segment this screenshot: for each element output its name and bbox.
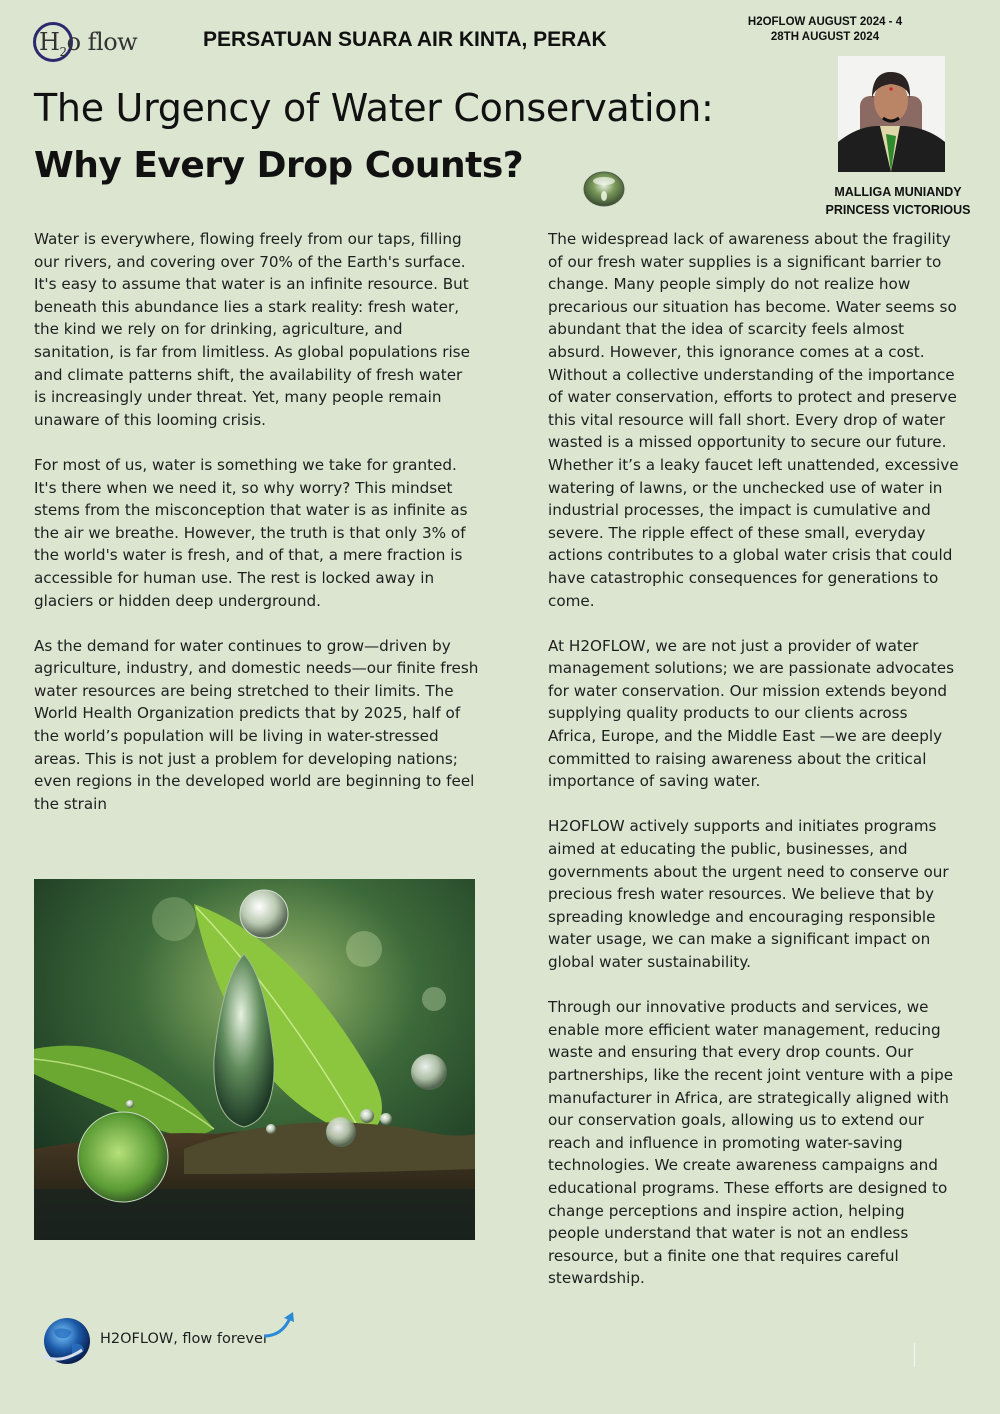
paragraph: For most of us, water is something we take for granted. It's there when we need it, so why worry? This mindset stems from the misconception that water is as infinite as the air we breathe. However, the truth is that only 3% of the world's water is fresh, and of that, a mere fraction is accessible for human use. The rest is locked away in glaciers or hidden deep underground. — [34, 455, 468, 610]
article-right-column — [548, 228, 960, 1313]
issue-info — [730, 15, 920, 45]
article-left-column — [34, 228, 479, 838]
paragraph: Through our innovative products and services, we enable more efficient water management, reducing waste and ensuring that every drop counts. Our partnerships, like the recent joint venture with a pipe manufacturer in Africa, are strategically aligned with our conservation goals, allowing us to extend our reach and influence in promoting water-saving technologies. We create awareness campaigns and educational programs. These efforts are designed to change perceptions and inspire action, helping people understand that water is not an endless resource, but a finite one that requires careful stewardship. — [548, 998, 954, 1288]
article-subtitle: Why Every Drop Counts? — [34, 145, 524, 186]
h2o-flow-logo — [33, 22, 148, 68]
paragraph: At H2OFLOW, we are not just a provider of water management solutions; we are passionate advocates for water conservation. Our mission extends beyond supplying quality products to our clients across Africa, Europe, and the Middle East —we are deeply committed to raising awareness about the critical importance of saving water. — [548, 636, 954, 791]
author-byline — [800, 183, 996, 219]
arrow-up-right-icon — [262, 1310, 298, 1340]
author-name: MALLIGA MUNIANDY — [834, 185, 962, 199]
issue-date: 28TH AUGUST 2024 — [770, 31, 880, 43]
globe-icon — [38, 1316, 92, 1368]
paragraph: Water is everywhere, flowing freely from our taps, filling our rivers, and covering over 70% of the Earth's surface. It's easy to assume that water is an infinite resource. But beneath this abundance lies a stark reality: fresh water, the kind we rely on for drinking, agriculture, and sanitation, is far from limitless. As global populations rise and climate patterns shift, the availability of fresh water is increasingly under threat. Yet, many people remain unaware of this looming crisis. — [34, 230, 470, 429]
article-title: The Urgency of Water Conservation: — [34, 86, 714, 130]
organization-name: PERSATUAN SUARA AIR KINTA, PERAK — [203, 28, 607, 51]
author-photo — [838, 56, 945, 172]
issue-number: H2OFLOW AUGUST 2024 - 4 — [747, 16, 903, 28]
footer-tagline: H2OFLOW, flow forever — [100, 1331, 269, 1347]
water-drop-icon — [582, 169, 626, 209]
divider — [914, 1343, 915, 1367]
water-droplets-image — [34, 879, 475, 1240]
paragraph: The widespread lack of awareness about the fragility of our fresh water supplies is a significant barrier to change. Many people simply do not realize how precarious our situation has become. Water seems so abundant that the idea of scarcity feels almost absurd. However, this ignorance comes at a cost. Without a collective understanding of the importance of water conservation, efforts to protect and preserve this vital resource will fall short. Every drop of water wasted is a missed opportunity to secure our future. Whether it’s a leaky faucet left unattended, excessive watering of lawns, or the unchecked use of water in industrial processes, the impact is cumulative and severe. The ripple effect of these small, everyday actions contributes to a global water crisis that could have catastrophic consequences for generations to come. — [548, 230, 959, 610]
paragraph: H2OFLOW actively supports and initiates programs aimed at educating the public, businesses, and governments about the urgent need to conserve our precious fresh water resources. We believe that by spreading knowledge and encouraging responsible water usage, we can make a significant impact on global water sustainability. — [548, 817, 949, 971]
paragraph: As the demand for water continues to grow—driven by agriculture, industry, and domestic needs—our finite fresh water resources are being stretched to their limits. The World Health Organization predicts that by 2025, half of the world’s population will be living in water-stressed areas. This is not just a problem for developing nations; even regions in the developed world are beginning to feel the strain — [34, 636, 479, 813]
author-title: PRINCESS VICTORIOUS — [825, 203, 971, 217]
logo-text: $H_2o$ flow — [39, 28, 138, 59]
